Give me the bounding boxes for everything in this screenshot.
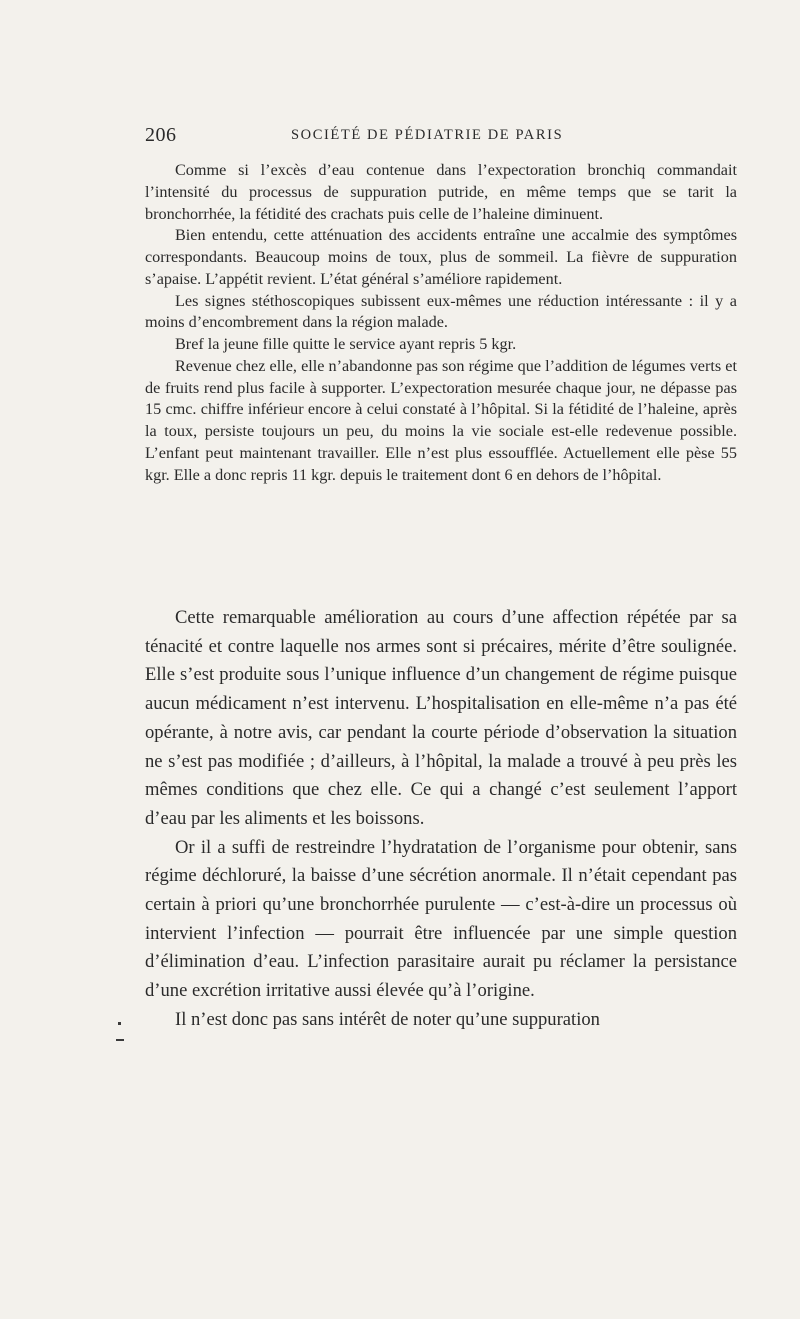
paragraph: Il n’est donc pas sans intérêt de noter qu’une suppuration [175,1008,600,1030]
paragraph: Bref la jeune fille quitte le service ayant repris 5 kgr. [175,335,517,353]
paragraph: Les signes stéthoscopiques subissent eux-mêmes une réduction intéressante : il y a moins d’encombrement dans la région malade. [145,291,737,332]
margin-mark [118,1022,121,1025]
paragraph: Comme si l’excès d’eau contenue dans l’expectoration bronchiq commandait l’intensité du processus de suppuration putride, en même temps que se tarit la bronchorrhée, la fétidité des crachats puis celle de l’haleine diminuent. [145,161,737,223]
paragraph: Cette remarquable amélioration au cours d’une affection répétée par sa ténacité et contre laquelle nos armes sont si précaires, mérite d’être soulignée. Elle s’est produite sous l’unique influence d’un changement de régime puisque aucun médicament n’est intervenu. L’hospitalisation en elle-même n’a pas été opérante, à notre avis, car pendant la courte période d’observation la situation ne s’est pas modifiée ; d’ailleurs, à l’hôpital, la malade a trouvé à peu près les mêmes conditions que chez elle. Ce qui a changé c’est seulement l’apport d’eau par les aliments et les boissons. [145,607,737,829]
margin-mark [116,1039,124,1041]
page-number: 206 [145,124,177,146]
case-report-text [145,160,737,486]
discussion-text [145,604,737,1035]
paragraph: Revenue chez elle, elle n’abandonne pas son régime que l’addition de légumes verts et de fruits rend plus facile à supporter. L’expectoration mesurée chaque jour, ne dépasse pas 15 cmc. chiffre inférieur encore à celui constaté à l’hôpital. Si la fétidité de l’haleine, après la toux, persiste toujours un peu, du moins la vie sociale est-elle redevenue possible. L’enfant peut maintenant travailler. Elle n’est plus essoufflée. Actuellement elle pèse 55 kgr. Elle a donc repris 11 kgr. depuis le traitement dont 6 en dehors de l’hôpital. [145,356,737,484]
paragraph: Bien entendu, cette atténuation des accidents entraîne une accalmie des symptômes correspondants. Beaucoup moins de toux, plus de sommeil. La fièvre de suppuration s’apaise. L’appétit revient. L’état général s’améliore rapidement. [145,226,737,288]
paragraph: Or il a suffi de restreindre l’hydratation de l’organisme pour obtenir, sans régime déchloruré, la baisse d’une sécrétion anormale. Il n’était cependant pas certain à priori qu’une bronchorrhée purulente — c’est-à-dire un processus où intervient l’infection — pourrait être influencée par une simple question d’élimination d’eau. L’infection parasitaire aurait pu réclamer la persistance d’une excrétion irritative aussi élevée qu’à l’origine. [145,836,737,1002]
page-header [145,124,735,146]
running-title: SOCIÉTÉ DE PÉDIATRIE DE PARIS [291,127,564,143]
